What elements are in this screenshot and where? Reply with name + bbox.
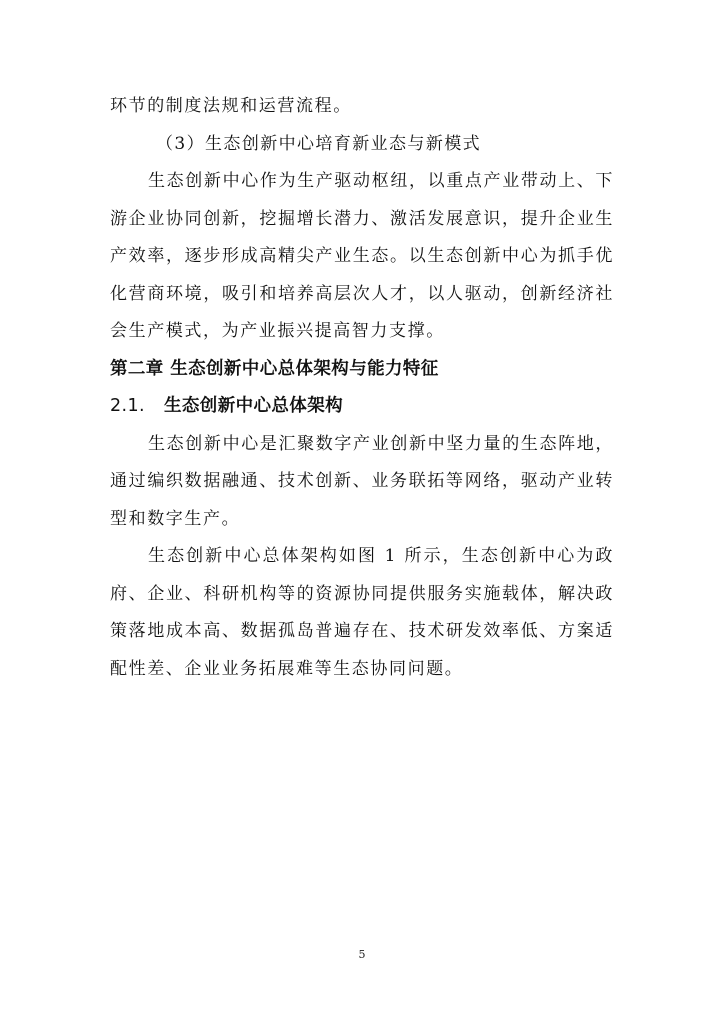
chapter-heading: 第二章 生态创新中心总体架构与能力特征 (110, 358, 439, 379)
page-body (110, 88, 614, 688)
body-paragraph: 生态创新中心作为生产驱动枢纽，以重点产业带动上、下游企业协同创新，挖掘增长潜力、激活发展意识，提升企业生产效率，逐步形成高精尖产业生态。以生态创新中心为抓手优化营商环境，吸引和培养高层次人才，以人驱动，创新经济社会生产模式，为产业振兴提高智力支撑。 (110, 171, 614, 341)
continued-paragraph: 环节的制度法规和运营流程。 (110, 96, 352, 116)
body-paragraph: 生态创新中心是汇聚数字产业创新中坚力量的生态阵地，通过编织数据融通、技术创新、业务联拓等网络，驱动产业转型和数字生产。 (110, 433, 614, 529)
page-number: 5 (358, 948, 366, 961)
section-title: 生态创新中心总体架构 (164, 396, 343, 416)
body-paragraph: 生态创新中心总体架构如图 1 所示，生态创新中心为政府、企业、科研机构等的资源协同提供服务实施载体，解决政策落地成本高、数据孤岛普遍存在、技术研发效率低、方案适配性差、企业业务拓展难等生态协同问题。 (110, 546, 614, 679)
section-number: 2.1. (110, 396, 145, 416)
section-heading (110, 388, 614, 426)
sub-item-heading: （3）生态创新中心培育新业态与新模式 (156, 133, 482, 154)
